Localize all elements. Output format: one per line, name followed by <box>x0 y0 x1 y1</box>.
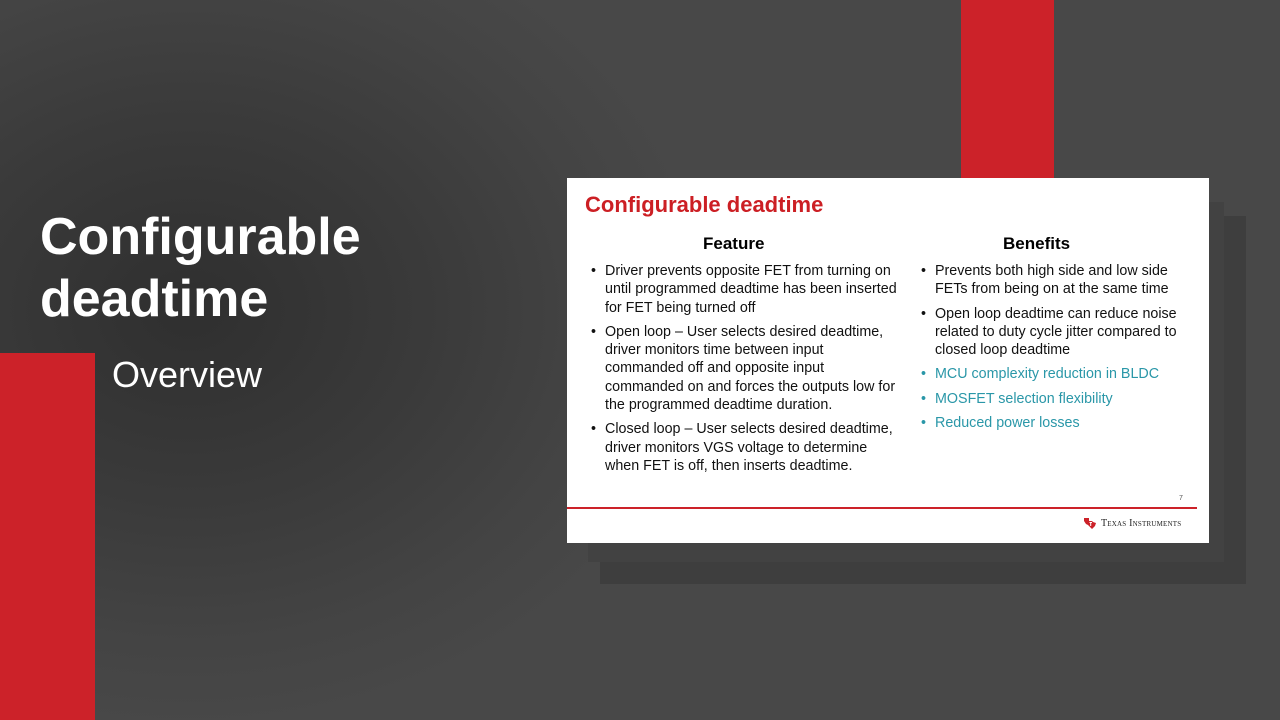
feature-list <box>589 262 901 481</box>
texas-state-icon <box>1083 516 1097 530</box>
page-number: 7 <box>1179 495 1183 502</box>
feature-item: • Open loop – User selects desired deadtime, driver monitors time between input commanded off and opposite input commanded on and forces the outputs low for the programmed deadtime duration. <box>589 323 901 414</box>
slide-thumbnail <box>567 178 1209 543</box>
benefit-item-highlight: • Reduced power losses <box>919 414 1191 432</box>
red-accent-bar-left <box>0 353 95 720</box>
benefit-item-highlight: • MCU complexity reduction in BLDC <box>919 365 1191 383</box>
benefit-item: • Prevents both high side and low side FETs from being on at the same time <box>919 262 1191 299</box>
section-title: Configurable deadtime <box>40 208 361 328</box>
logo-text: Texas Instruments <box>1101 517 1182 529</box>
feature-heading: Feature <box>703 234 765 253</box>
section-subtitle: Overview <box>112 354 263 395</box>
benefit-item: • Open loop deadtime can reduce noise related to duty cycle jitter compared to closed loop deadtime <box>919 305 1191 360</box>
slide-title: Configurable deadtime <box>585 192 824 217</box>
benefit-list <box>919 262 1191 438</box>
benefit-item-highlight: • MOSFET selection flexibility <box>919 390 1191 408</box>
red-accent-bar-top <box>961 0 1054 180</box>
feature-item: • Closed loop – User selects desired deadtime, driver monitors VGS voltage to determine when FET is off, then inserts deadtime. <box>589 420 901 475</box>
slide-divider <box>567 507 1197 509</box>
benefits-heading: Benefits <box>1003 234 1071 253</box>
ti-logo <box>1083 516 1181 530</box>
feature-item: • Driver prevents opposite FET from turning on until programmed deadtime has been inserted for FET being turned off <box>589 262 901 317</box>
